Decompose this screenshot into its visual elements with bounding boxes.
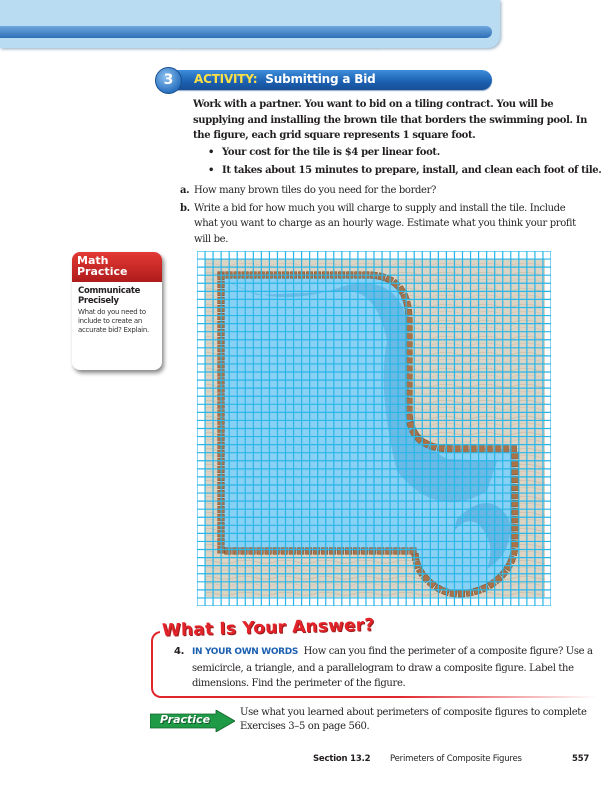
footer-section: Section 13.2: [313, 754, 371, 764]
border-tile: [321, 548, 328, 555]
border-tile: [297, 548, 304, 555]
question-4: [174, 644, 594, 692]
bullet-item: • It takes about 15 minutes to prepare, install, and clean each foot of tile.: [208, 163, 598, 179]
question-keyword: IN YOUR OWN WORDS: [192, 647, 298, 657]
border-tile: [410, 548, 417, 555]
question-list: [180, 183, 590, 249]
activity-keyword: ACTIVITY:: [194, 72, 258, 86]
border-tile: [345, 548, 352, 555]
math-practice-subheading: Communicate Precisely: [78, 286, 141, 306]
question-text: Write a bid for how much you will charge to supply and install the tile. Include what you want to charge as an hourly wage. Estimate what you think your profit will be.: [194, 202, 576, 245]
border-tile: [458, 590, 465, 597]
border-tile: [394, 548, 401, 555]
border-tile: [337, 548, 344, 555]
border-tile: [361, 548, 368, 555]
header-divider: [180, 49, 380, 50]
border-tile: [233, 548, 240, 555]
header-band: [0, 0, 500, 48]
border-tile: [289, 548, 296, 555]
pool-figure: [197, 251, 551, 606]
border-tile: [369, 548, 376, 555]
question-4-text: [174, 644, 594, 692]
bullet-list: [208, 145, 602, 180]
border-tile: [249, 548, 256, 555]
border-tile: [257, 548, 264, 555]
border-tile: [225, 548, 232, 555]
activity-number-badge: 3: [155, 67, 182, 94]
border-tile: [450, 590, 457, 597]
activity-title: [194, 72, 376, 86]
practice-text: Use what you learned about perimeters of composite figures to complete Exercises 3–5 on page 560.: [240, 707, 587, 732]
border-tile: [265, 548, 272, 555]
question-number: 4.: [174, 646, 185, 657]
border-tile: [313, 548, 320, 555]
border-tile: [281, 548, 288, 555]
question-a: [180, 183, 590, 199]
question-b: [180, 201, 590, 248]
math-practice-heading-line2: Practice: [77, 265, 128, 278]
what-is-your-answer-title: What Is Your Answer?: [161, 615, 375, 641]
border-tile: [241, 548, 248, 555]
math-practice-body: What do you need to include to create an accurate bid? Explain.: [78, 308, 149, 334]
border-tile: [353, 548, 360, 555]
border-tile: [402, 548, 409, 555]
border-tile: [377, 548, 384, 555]
border-tile: [386, 548, 393, 555]
question-text: How many brown tiles do you need for the border?: [194, 185, 437, 196]
math-practice-box: [72, 252, 162, 370]
header-bar: [0, 26, 492, 38]
border-tile: [329, 548, 336, 555]
border-tile: [305, 548, 312, 555]
math-practice-heading-line1: Math: [77, 254, 109, 267]
activity-intro: Work with a partner. You want to bid on a tiling contract. You will be supplying and installing the brown tile that borders the swimming pool. In the figure, each grid square represents 1 square foot.: [193, 99, 588, 141]
border-tile: [273, 548, 280, 555]
question-label: a.: [180, 185, 190, 196]
question-body: How can you find the perimeter of a composite figure? Use a semicircle, a triangle, and a parallelogram to draw a composite figure. Label the dimensions. Find the perimeter of the figure.: [192, 646, 593, 689]
question-label: b.: [180, 202, 190, 214]
bullet-item: • Your cost for the tile is $4 per linear foot.: [208, 145, 598, 161]
math-practice-heading: [72, 252, 162, 282]
footer-title: Perimeters of Composite Figures: [390, 754, 522, 764]
activity-title-text: Submitting a Bid: [265, 72, 376, 86]
practice-label: Practice: [159, 713, 211, 726]
footer-page-number: 557: [572, 754, 590, 764]
